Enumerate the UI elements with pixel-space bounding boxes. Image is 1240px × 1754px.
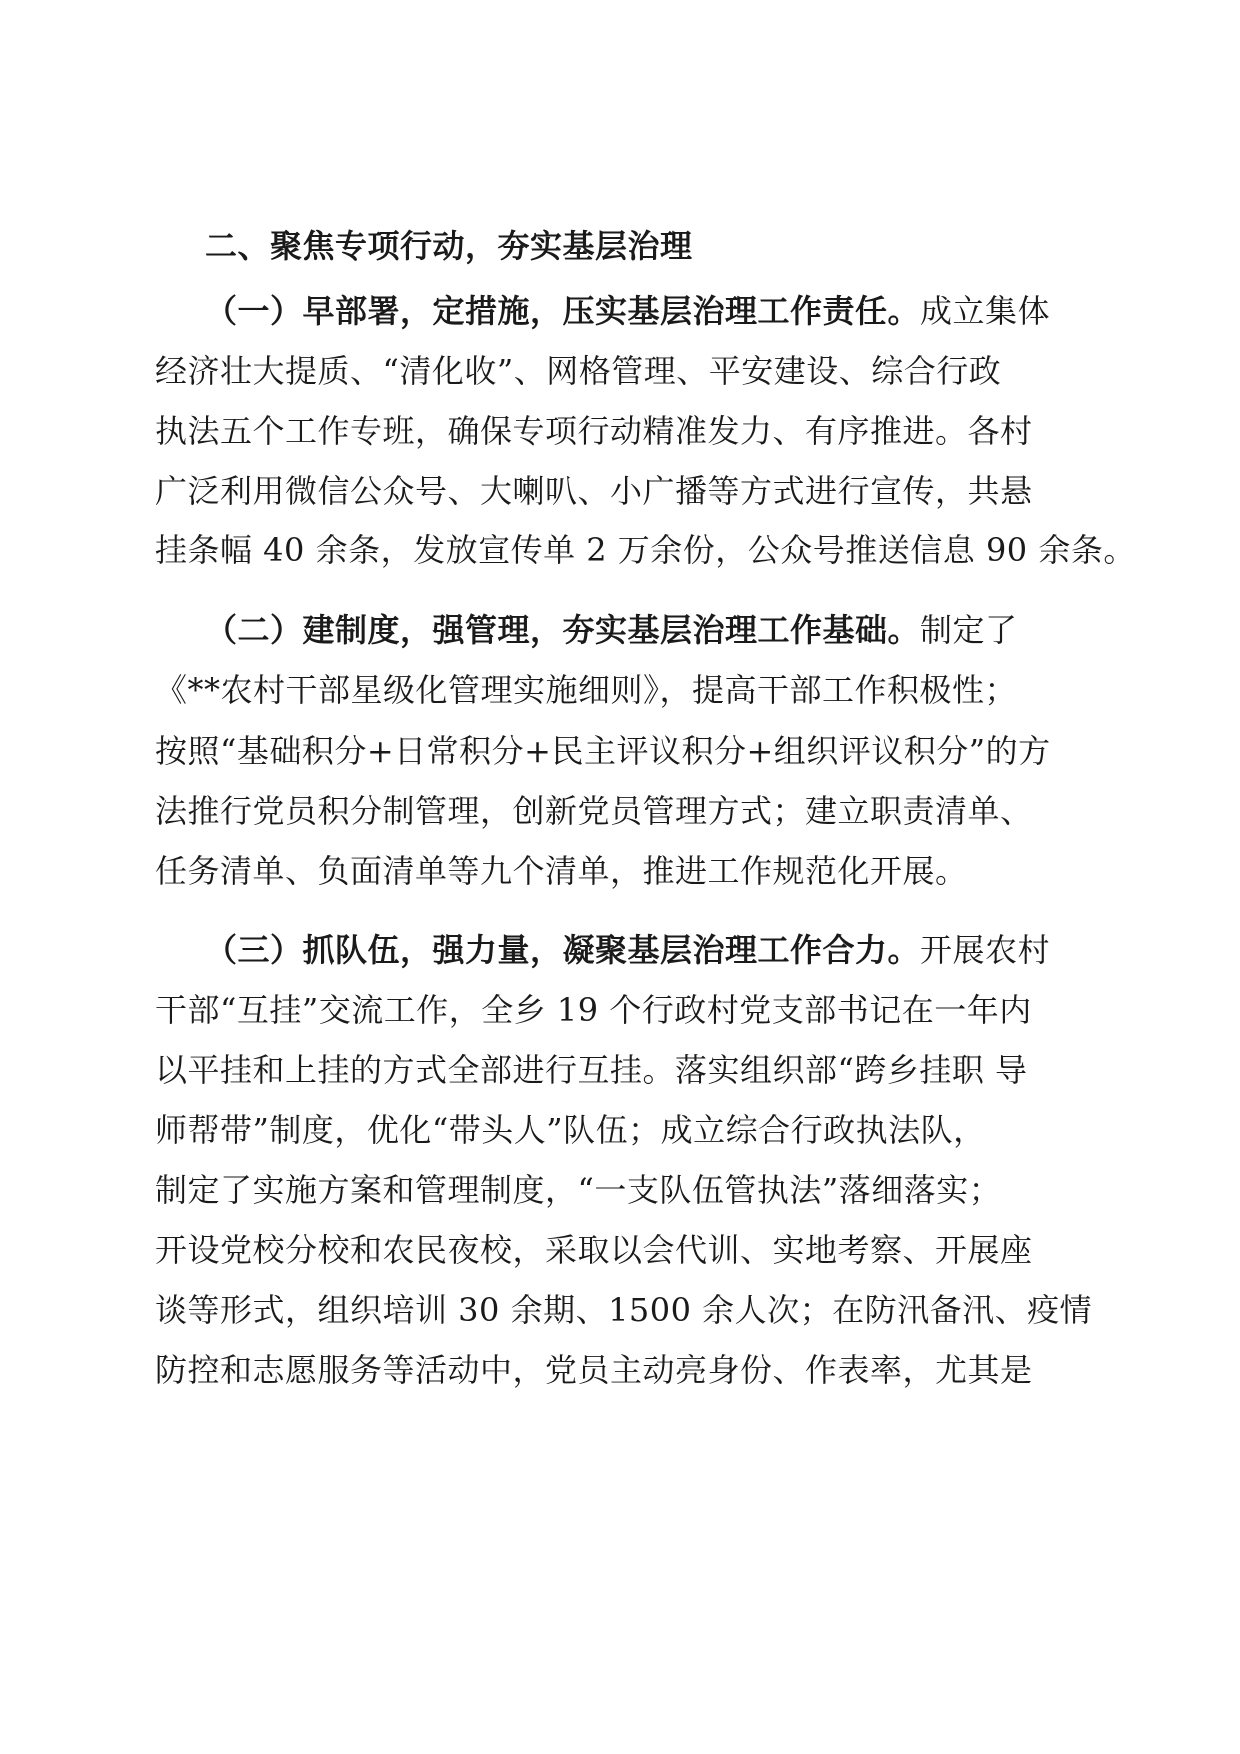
section-heading: 二、聚焦专项行动，夯实基层治理	[205, 227, 693, 265]
paragraph-3-line-5: 开设党校分校和农民夜校，采取以会代训、实地考察、开展座	[155, 1231, 1033, 1269]
paragraph-2-line-1: 《**农村干部星级化管理实施细则》，提高干部工作积极性；	[155, 671, 1018, 709]
paragraph-2-line-3: 法推行党员积分制管理，创新党员管理方式；建立职责清单、	[155, 792, 1033, 830]
paragraph-2-title: （二）建制度，强管理，夯实基层治理工作基础。	[205, 611, 921, 649]
paragraph-3-first-line	[205, 930, 1050, 970]
paragraph-2-line-4: 任务清单、负面清单等九个清单，推进工作规范化开展。	[155, 852, 968, 890]
paragraph-3-line-2: 以平挂和上挂的方式全部进行互挂。落实组织部“跨乡挂职 导	[155, 1051, 1028, 1089]
paragraph-3-title: （三）抓队伍，强力量，凝聚基层治理工作合力。	[205, 931, 921, 969]
paragraph-1-line-0: 成立集体	[920, 292, 1051, 330]
paragraph-1-line-4: 挂条幅 40 余条，发放宣传单 2 万余份，公众号推送信息 90 余条。	[155, 531, 1136, 569]
paragraph-3-line-0: 开展农村	[920, 931, 1051, 969]
paragraph-1-first-line	[205, 291, 1050, 331]
paragraph-2-line-0: 制定了	[920, 611, 1018, 649]
paragraph-2-first-line	[205, 610, 1018, 650]
paragraph-3-line-1: 干部“互挂”交流工作，全乡 19 个行政村党支部书记在一年内	[155, 991, 1032, 1029]
paragraph-3-line-6: 谈等形式，组织培训 30 余期、1500 余人次；在防汛备汛、疫情	[155, 1291, 1093, 1329]
paragraph-1-line-3: 广泛利用微信公众号、大喇叭、小广播等方式进行宣传，共悬	[155, 472, 1033, 510]
paragraph-3-line-3: 师帮带”制度，优化“带头人”队伍；成立综合行政执法队，	[155, 1111, 986, 1149]
paragraph-1-title: （一）早部署，定措施，压实基层治理工作责任。	[205, 292, 921, 330]
paragraph-1-line-1: 经济壮大提质、“清化收”、网格管理、平安建设、综合行政	[155, 352, 1002, 390]
paragraph-3-line-7: 防控和志愿服务等活动中，党员主动亮身份、作表率，尤其是	[155, 1351, 1033, 1389]
paragraph-2-line-2: 按照“基础积分+日常积分+民主评议积分+组织评议积分”的方	[155, 732, 1051, 770]
paragraph-1-line-2: 执法五个工作专班，确保专项行动精准发力、有序推进。各村	[155, 412, 1033, 450]
paragraph-3-line-4: 制定了实施方案和管理制度，“一支队伍管执法”落细落实；	[155, 1171, 1002, 1209]
